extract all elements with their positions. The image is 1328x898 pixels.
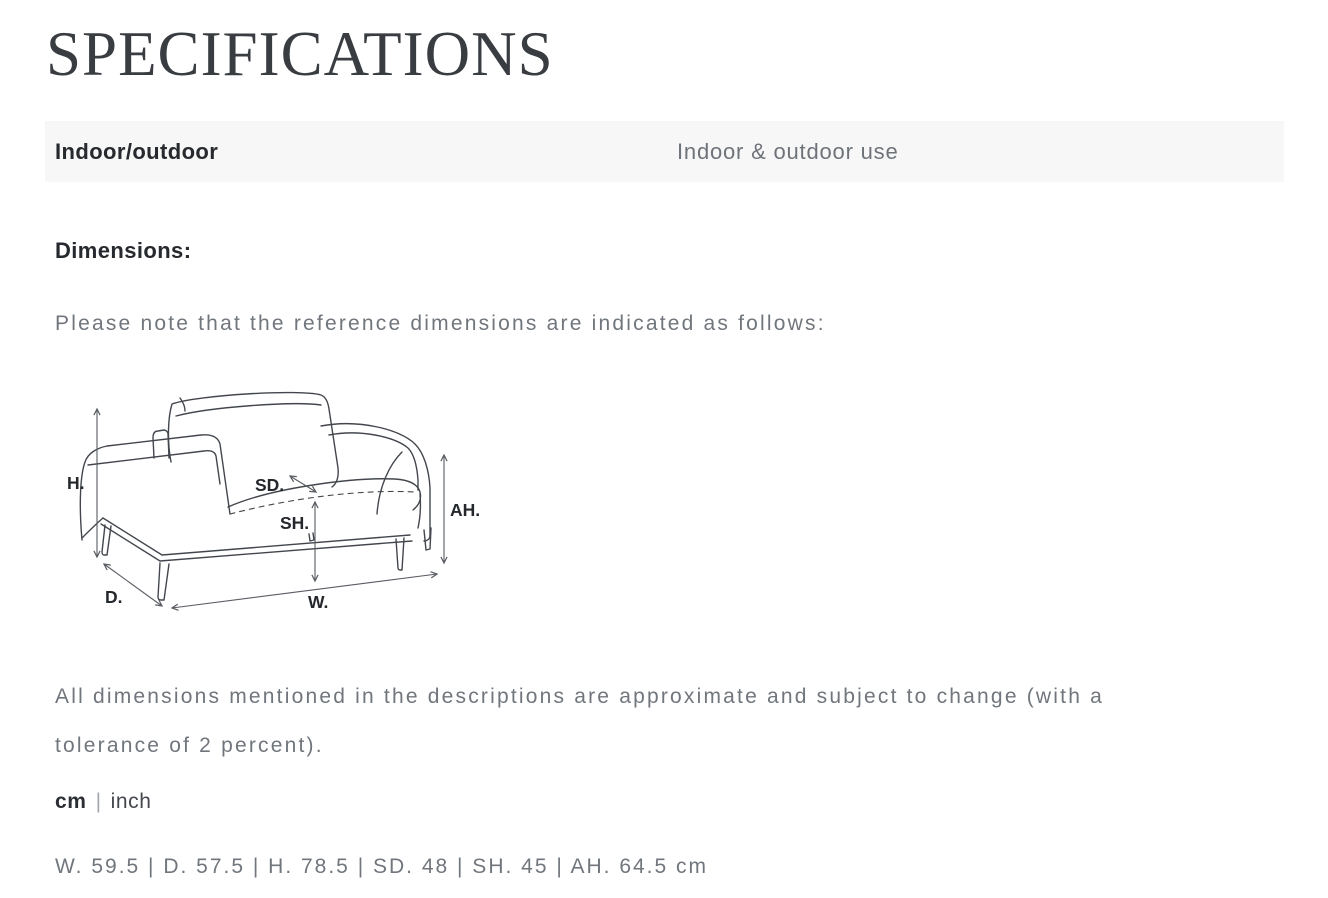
seat-height-label: SH. bbox=[280, 513, 310, 533]
width-label: W. bbox=[308, 592, 329, 612]
unit-cm-button[interactable]: cm bbox=[55, 790, 87, 813]
unit-separator: | bbox=[95, 790, 102, 813]
seat-depth-label: SD. bbox=[255, 475, 285, 495]
depth-label: D. bbox=[105, 587, 123, 607]
unit-toggle bbox=[55, 790, 152, 814]
height-label: H. bbox=[67, 473, 85, 493]
dimension-labels bbox=[67, 473, 480, 612]
seat-depth-arrow bbox=[290, 476, 316, 492]
spec-row-value: Indoor & outdoor use bbox=[677, 138, 899, 164]
armchair-illustration bbox=[80, 393, 431, 600]
tolerance-note-line2: tolerance of 2 percent). bbox=[55, 734, 324, 757]
spec-row-indoor-outdoor bbox=[45, 121, 1284, 182]
dimensions-intro-text: Please note that the reference dimensions are indicated as follows: bbox=[55, 312, 826, 335]
dimension-diagram bbox=[58, 388, 488, 628]
width-arrow bbox=[172, 574, 437, 608]
arm-height-label: AH. bbox=[450, 500, 481, 520]
spec-row-label: Indoor/outdoor bbox=[55, 138, 219, 164]
dimension-values: W. 59.5 | D. 57.5 | H. 78.5 | SD. 48 | SH. 45 | AH. 64.5 cm bbox=[55, 855, 709, 878]
tolerance-note-line1: All dimensions mentioned in the descriptions are approximate and subject to change (with a bbox=[55, 685, 1104, 708]
dimensions-heading: Dimensions: bbox=[55, 238, 192, 263]
tolerance-note bbox=[55, 672, 1104, 770]
unit-inch-button[interactable]: inch bbox=[110, 790, 152, 813]
page-title: SPECIFICATIONS bbox=[46, 19, 554, 89]
